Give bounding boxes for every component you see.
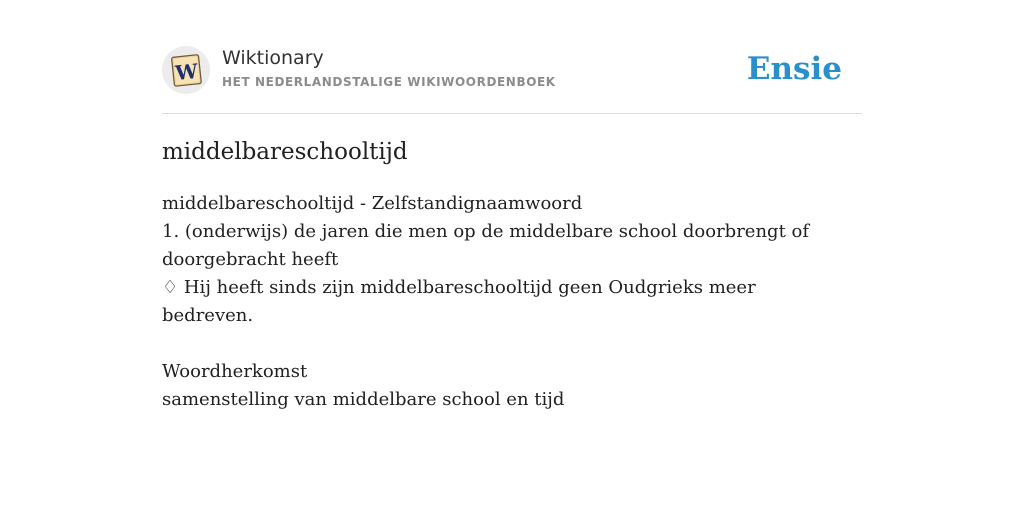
site-header (162, 0, 862, 114)
site-name[interactable]: Wiktionary (222, 47, 324, 69)
page-title: middelbareschooltijd (162, 139, 408, 165)
etymology-text: samenstelling van middelbare school en tijd (162, 389, 565, 410)
headword-line: middelbareschooltijd - Zelfstandignaamwoord (162, 193, 583, 214)
ensie-brand-link[interactable]: Ensie (746, 51, 842, 87)
svg-text:W: W (174, 58, 200, 86)
definition: 1. (onderwijs) de jaren die men op de middelbare school doorbrengt of doorgebracht heeft (162, 221, 810, 270)
site-tagline: HET NEDERLANDSTALIGE WIKIWOORDENBOEK (222, 75, 556, 89)
page (162, 0, 862, 410)
etymology-heading: Woordherkomst (162, 361, 308, 382)
entry-content (162, 190, 822, 414)
wiktionary-logo-icon[interactable] (162, 46, 210, 94)
spacer (162, 330, 822, 358)
example-sentence: ♢ Hij heeft sinds zijn middelbareschooltijd geen Oudgrieks meer bedreven. (162, 277, 756, 326)
